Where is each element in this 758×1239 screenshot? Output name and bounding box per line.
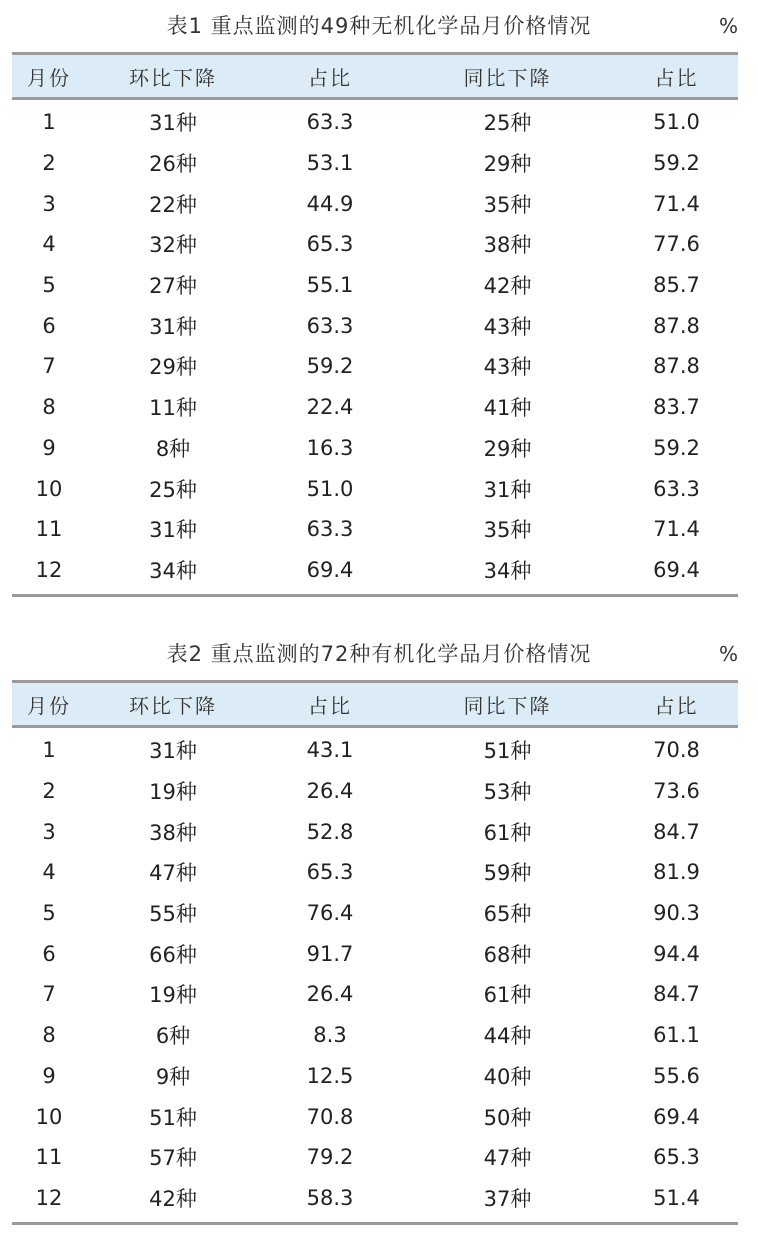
cell-mom-share: 79.2 [306,1145,354,1170]
table-row [12,893,738,934]
cell-mom-decline: 8种 [155,436,191,461]
cell-yoy-share: 71.4 [653,517,700,542]
table-row [12,1096,738,1137]
table-row [12,727,738,771]
table-1-title-row [0,0,758,52]
cell-yoy-share: 59.2 [653,435,700,460]
column-header-mom-share: 占比 [260,682,400,727]
cell-yoy-share: 94.4 [653,941,700,966]
cell-yoy-share: 51.4 [615,1178,738,1224]
cell-month: 12 [12,1178,86,1224]
cell-month: 2 [42,779,56,804]
column-header-mom-decline: 环比下降 [86,54,260,99]
cell-mom-decline: 38种 [149,820,197,845]
cell-mom-decline: 31种 [149,518,197,543]
cell-month: 4 [42,232,56,257]
cell-yoy-share: 55.6 [653,1063,700,1088]
cell-yoy-decline: 41种 [483,396,532,421]
cell-yoy-decline: 37种 [400,1178,615,1224]
cell-mom-share: 63.3 [306,313,354,338]
cell-mom-decline: 31种 [149,739,197,764]
cell-mom-share: 8.3 [313,1023,347,1048]
table-row [12,1137,738,1178]
cell-mom-decline: 29种 [149,355,197,380]
cell-yoy-share: 81.9 [653,860,700,885]
table-row [12,811,738,852]
cell-mom-share: 76.4 [306,901,354,926]
cell-month: 7 [42,354,56,379]
cell-yoy-share: 73.6 [653,779,700,804]
cell-month: 3 [42,191,56,216]
cell-month: 2 [42,151,56,176]
cell-mom-share: 65.3 [306,860,354,885]
cell-yoy-decline: 25种 [483,111,532,136]
cell-yoy-share: 70.8 [653,738,700,763]
table-row [12,305,738,346]
cell-yoy-decline: 59种 [483,861,532,886]
cell-yoy-share: 65.3 [653,1145,700,1170]
cell-mom-share: 12.5 [306,1063,354,1088]
cell-yoy-decline: 47种 [483,1146,532,1171]
cell-mom-decline: 34种 [86,550,260,596]
cell-mom-share: 26.4 [306,779,354,804]
cell-yoy-share: 69.4 [615,550,738,596]
column-header-yoy-decline: 同比下降 [400,54,615,99]
cell-yoy-decline: 61种 [483,983,532,1008]
cell-yoy-decline: 34种 [400,550,615,596]
cell-mom-share: 69.4 [260,550,400,596]
table-2-body [12,727,738,1224]
cell-mom-decline: 19种 [149,780,197,805]
cell-month: 6 [42,941,56,966]
table-block-2 [0,628,758,1211]
cell-mom-share: 26.4 [306,982,354,1007]
table-row [12,468,738,509]
table-row [12,1178,738,1224]
cell-mom-decline: 22种 [149,192,197,217]
cell-month: 5 [42,901,56,926]
cell-yoy-share: 84.7 [653,819,700,844]
cell-mom-decline: 32种 [149,233,197,258]
cell-mom-share: 91.7 [306,941,354,966]
cell-mom-share: 16.3 [306,435,354,460]
cell-yoy-decline: 61种 [483,820,532,845]
cell-mom-decline: 6种 [155,1024,191,1049]
cell-month: 10 [35,1104,63,1129]
cell-mom-decline: 31种 [149,111,197,136]
cell-month: 8 [42,395,56,420]
table-row [12,387,738,428]
cell-yoy-decline: 38种 [483,233,532,258]
cell-yoy-decline: 43种 [483,355,532,380]
cell-mom-share: 58.3 [260,1178,400,1224]
cell-yoy-decline: 51种 [483,739,532,764]
table-row [12,771,738,812]
table-1-title: 表1 重点监测的49种无机化学品月价格情况 [166,14,592,38]
cell-mom-share: 63.3 [306,110,354,135]
cell-month: 7 [42,982,56,1007]
cell-yoy-share: 77.6 [653,232,700,257]
cell-yoy-share: 87.8 [653,354,700,379]
column-header-month: 月份 [12,682,86,727]
cell-yoy-decline: 53种 [483,780,532,805]
table-row [12,1056,738,1097]
cell-yoy-decline: 65种 [483,902,532,927]
table-2-title: 表2 重点监测的72种有机化学品月价格情况 [166,642,592,666]
table-2 [12,680,738,1225]
cell-mom-share: 59.2 [306,354,354,379]
cell-mom-decline: 66种 [149,942,197,967]
table-row [12,224,738,265]
table-row [12,550,738,596]
cell-mom-share: 51.0 [306,476,354,501]
cell-mom-share: 43.1 [306,738,354,763]
cell-mom-decline: 25种 [149,477,197,502]
cell-month: 11 [35,517,63,542]
table-row [12,1015,738,1056]
cell-yoy-share: 61.1 [653,1023,700,1048]
cell-mom-share: 63.3 [306,517,354,542]
cell-yoy-decline: 50种 [483,1105,532,1130]
cell-yoy-decline: 44种 [483,1024,532,1049]
cell-mom-decline: 19种 [149,983,197,1008]
cell-month: 12 [12,550,86,596]
column-header-mom-share: 占比 [260,54,400,99]
cell-yoy-decline: 40种 [483,1064,532,1089]
cell-month: 5 [42,273,56,298]
column-header-yoy-share: 占比 [615,54,738,99]
table-2-unit: % [718,642,738,666]
table-row [12,265,738,306]
cell-yoy-share: 84.7 [653,982,700,1007]
table-row [12,852,738,893]
cell-yoy-share: 59.2 [653,151,700,176]
cell-mom-share: 70.8 [306,1104,354,1129]
cell-yoy-share: 51.0 [653,110,700,135]
cell-month: 4 [42,860,56,885]
cell-mom-decline: 55种 [149,902,197,927]
cell-month: 1 [42,738,56,763]
cell-mom-decline: 9种 [155,1064,191,1089]
table-1 [12,52,738,597]
table-row [12,933,738,974]
table-block-1 [0,0,758,583]
cell-mom-share: 65.3 [306,232,354,257]
cell-month: 11 [35,1145,63,1170]
table-1-body [12,99,738,596]
cell-mom-decline: 27种 [149,274,197,299]
cell-yoy-decline: 31种 [483,477,532,502]
cell-month: 3 [42,819,56,844]
column-header-month: 月份 [12,54,86,99]
cell-yoy-share: 69.4 [653,1104,700,1129]
table-row [12,143,738,184]
table-row [12,974,738,1015]
cell-yoy-decline: 68种 [483,942,532,967]
cell-mom-decline: 31种 [149,314,197,339]
cell-yoy-share: 90.3 [653,901,700,926]
cell-yoy-decline: 29种 [483,152,532,177]
cell-mom-share: 22.4 [306,395,354,420]
cell-month: 10 [35,476,63,501]
cell-mom-share: 53.1 [306,151,354,176]
cell-yoy-decline: 35种 [483,518,532,543]
cell-month: 9 [42,1063,56,1088]
cell-mom-decline: 51种 [149,1105,197,1130]
table-1-unit: % [718,14,738,38]
column-header-yoy-decline: 同比下降 [400,682,615,727]
cell-yoy-decline: 29种 [483,436,532,461]
cell-mom-decline: 57种 [149,1146,197,1171]
cell-mom-decline: 42种 [86,1178,260,1224]
cell-yoy-share: 71.4 [653,191,700,216]
column-header-mom-decline: 环比下降 [86,682,260,727]
cell-month: 6 [42,313,56,338]
cell-mom-share: 52.8 [306,819,354,844]
cell-month: 9 [42,435,56,460]
cell-yoy-decline: 42种 [483,274,532,299]
cell-yoy-decline: 35种 [483,192,532,217]
table-row [12,183,738,224]
cell-mom-decline: 11种 [149,396,197,421]
cell-mom-decline: 47种 [149,861,197,886]
table-1-header-row [12,54,738,99]
cell-mom-share: 44.9 [306,191,354,216]
cell-yoy-share: 87.8 [653,313,700,338]
cell-month: 8 [42,1023,56,1048]
table-row [12,509,738,550]
table-row [12,346,738,387]
cell-month: 1 [42,110,56,135]
table-row [12,428,738,469]
cell-yoy-share: 83.7 [653,395,700,420]
cell-yoy-share: 85.7 [653,273,700,298]
cell-mom-decline: 26种 [149,152,197,177]
table-2-header-row [12,682,738,727]
column-header-yoy-share: 占比 [615,682,738,727]
table-row [12,99,738,143]
cell-mom-share: 55.1 [306,273,354,298]
cell-yoy-decline: 43种 [483,314,532,339]
cell-yoy-share: 63.3 [653,476,700,501]
table-2-title-row [0,628,758,680]
